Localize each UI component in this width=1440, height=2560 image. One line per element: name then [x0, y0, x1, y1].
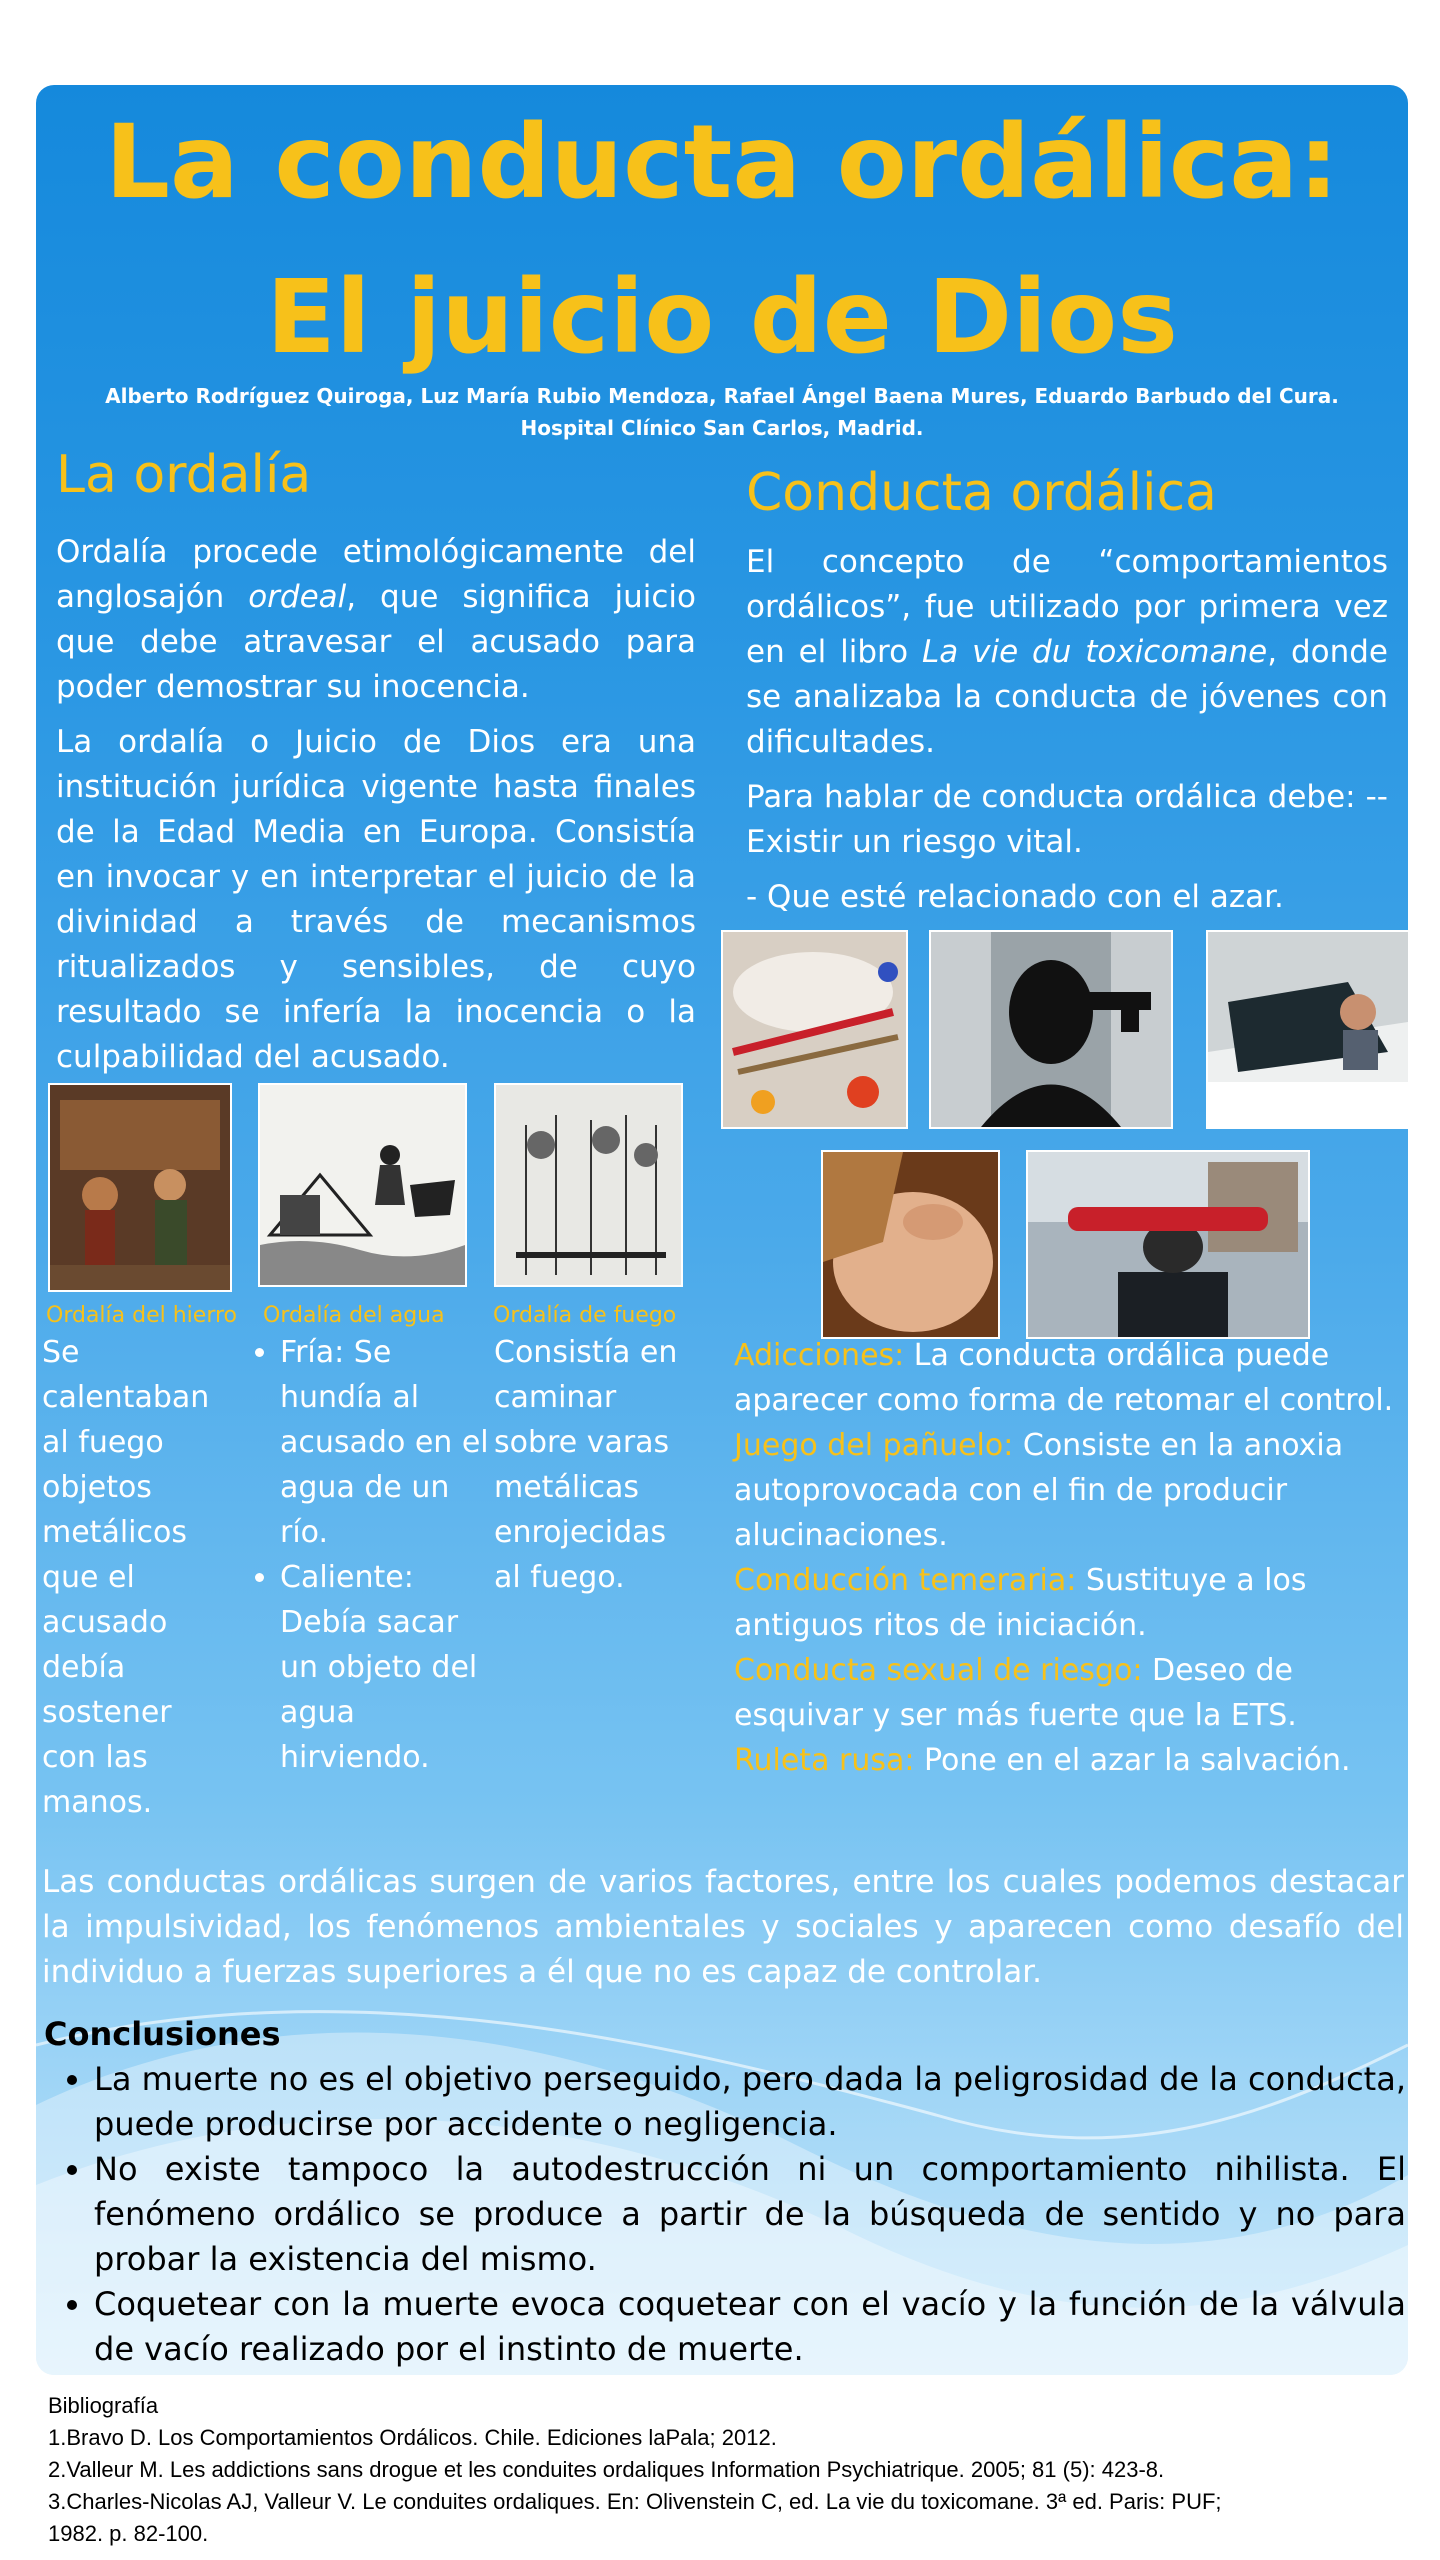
choking-game-photo [1026, 1150, 1310, 1339]
risky-sex-photo [821, 1150, 1000, 1339]
water-hot-item: • Caliente: Debía sacar un objeto del agua hirviendo. [280, 1555, 489, 1780]
conclusion-item: • La muerte no es el objetivo perseguido, pero dada la peligrosidad de la conducta, puede producirse por accidente o negligencia. [94, 2057, 1406, 2147]
fire-description: Consistía en caminar sobre varas metálicas enrojecidas al fuego. [494, 1335, 678, 1595]
authors-line: Alberto Rodríguez Quiroga, Luz María Rubio Mendoza, Rafael Ángel Baena Mures, Eduardo Barbudo del Cura. [105, 384, 1339, 408]
examples-list [734, 1333, 1394, 1783]
example-item: Conducción temeraria: Sustituye a los antiguos ritos de iniciación. [734, 1563, 1307, 1643]
water-cold-item: • Fría: Se hundía al acusado en el agua de un río. [280, 1330, 489, 1555]
bibliography-item: 2.Valleur M. Les addictions sans drogue et les conduites ordaliques Information Psychiatrique. 2005; 81 (5): 423-8. [48, 2457, 1165, 2482]
iron-ordeal-painting [48, 1083, 232, 1292]
water-ordeal-woodcut [258, 1083, 467, 1287]
bibliography-item: 3.Charles-Nicolas AJ, Valleur V. Le conduites ordaliques. En: Olivenstein C, ed. La vie du toxicomane. 3ª ed. Paris: PUF; [48, 2489, 1222, 2514]
conclusions-list [44, 2057, 1406, 2372]
fire-ordeal-woodcut [494, 1083, 683, 1287]
caption-water: Ordalía del agua [263, 1303, 445, 1328]
example-item: Ruleta rusa: Pone en el azar la salvación. [734, 1743, 1351, 1778]
russian-roulette-photo [929, 930, 1173, 1129]
summary-text: Las conductas ordálicas surgen de varios factores, entre los cuales podemos destacar la impulsividad, los fenómenos ambientales y sociales y aparecen como desafío del individuo a fuerzas superiores a él que no es capaz de controlar. [42, 1864, 1404, 1990]
caption-iron: Ordalía del hierro [46, 1303, 237, 1328]
poster-title: La conducta ordálica: El juicio de Dios [105, 103, 1339, 377]
bibliography-item: 1.Bravo D. Los Comportamientos Ordálicos. Chile. Ediciones laPala; 2012. [48, 2425, 777, 2450]
conclusions-heading: Conclusiones [44, 2015, 281, 2053]
institution-line: Hospital Clínico San Carlos, Madrid. [520, 416, 924, 440]
poster-panel [36, 85, 1408, 2375]
ordalia-heading: La ordalía [56, 445, 312, 505]
bibliography-heading: Bibliografía [48, 2393, 159, 2418]
example-item: Adicciones: La conducta ordálica puede aparecer como forma de retomar el control. [734, 1338, 1394, 1418]
conclusion-item: • Coquetear con la muerte evoca coquetear con el vacío y la función de la válvula de vacío realizado por el instinto de muerte. [94, 2282, 1406, 2372]
caption-fire: Ordalía de fuego [493, 1303, 677, 1328]
conducta-heading: Conducta ordálica [746, 463, 1217, 523]
iron-description: Se calentaban al fuego objetos metálicos que el acusado debía sostener con las manos. [42, 1335, 210, 1820]
reckless-driving-photo [1206, 930, 1408, 1129]
water-description [234, 1330, 489, 1780]
drugs-photo [721, 930, 908, 1129]
example-item: Juego del pañuelo: Consiste en la anoxia autoprovocada con el fin de producir alucinaciones. [734, 1428, 1344, 1553]
conducta-text: El concepto de “comportamientos ordálicos”, fue utilizado por primera vez en el libro La vie du toxicomane, donde se analizaba la conducta de jóvenes con dificultades. Para hablar de conducta ordálica debe: -- Existir un riesgo vital. - Que esté relacionado con el azar. [746, 544, 1388, 915]
bibliography [48, 2390, 1408, 2550]
bibliography-item: 1982. p. 82-100. [48, 2521, 209, 2546]
example-item: Conducta sexual de riesgo: Deseo de esquivar y ser más fuerte que la ETS. [734, 1653, 1297, 1733]
conclusion-item: • No existe tampoco la autodestrucción ni un comportamiento nihilista. El fenómeno ordálico se produce a partir de la búsqueda de sentido y no para probar la existencia del mismo. [94, 2147, 1406, 2282]
authors-block [56, 380, 1388, 444]
ordalia-text: Ordalía procede etimológicamente del anglosajón ordeal, que significa juicio que debe atravesar el acusado para poder demostrar su inocencia. La ordalía o Juicio de Dios era una institución jurídica vigente hasta finales de la Edad Media en Europa. Consistía en invocar y en interpretar el juicio de la divinidad a través de mecanismos ritualizados y sensibles, de cuyo resultado se infería la inocencia o la culpabilidad del acusado. [56, 534, 696, 1075]
